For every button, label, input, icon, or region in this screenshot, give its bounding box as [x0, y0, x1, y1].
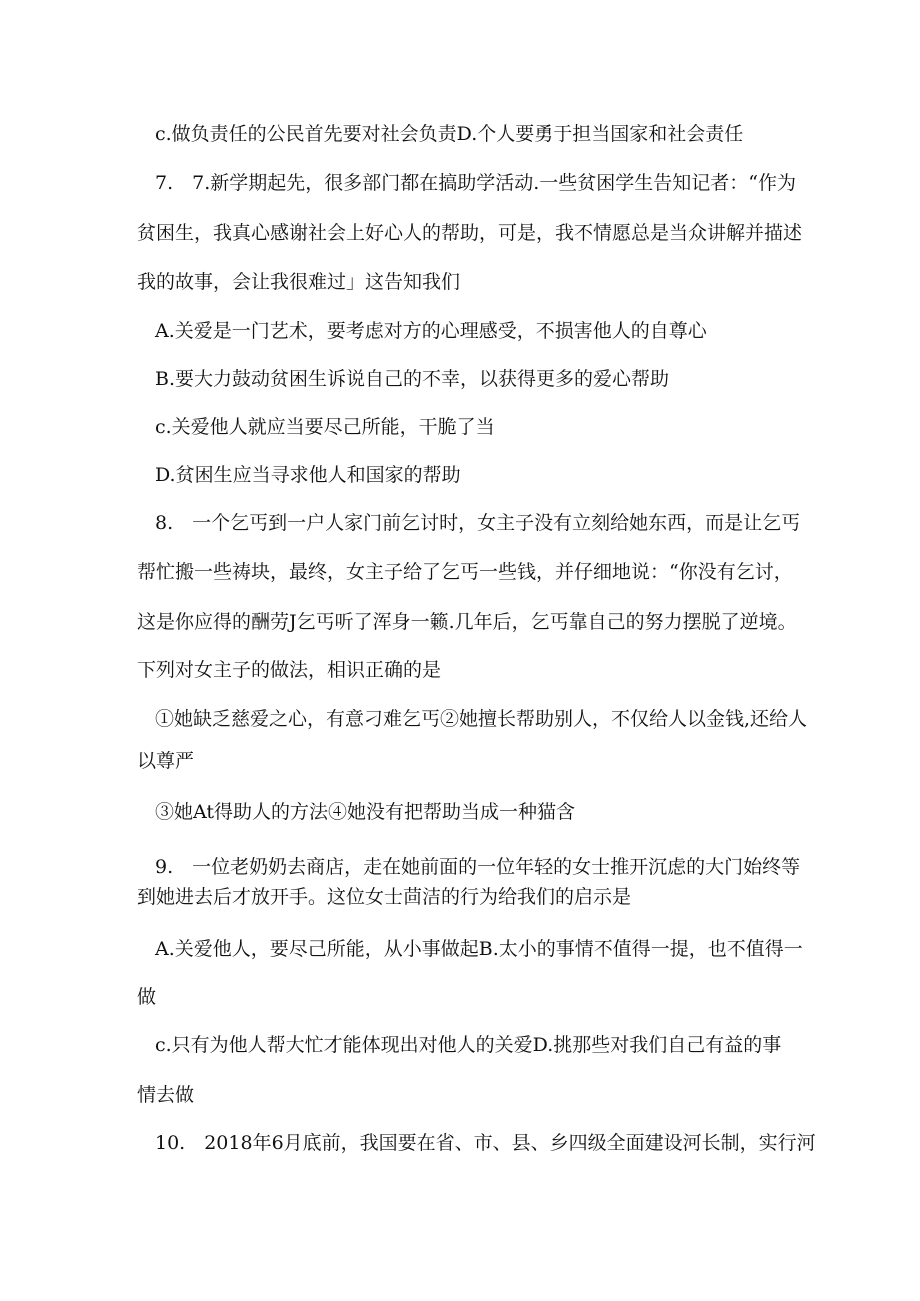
text-line: 我的故事，会让我很难过」这告知我们 [137, 271, 461, 293]
text-line: 帮忙搬一些祷块，最终，女主子给了乞丐一些钱，并仔细地说：“你没有乞讨， [137, 561, 793, 583]
text-line: 下列对女主子的做法，相识正确的是 [137, 659, 442, 681]
option-line: A.关爱他人，要尽己所能，从小事做起B.太小的事情不值得一提，也不值得一 [155, 938, 803, 960]
text-line: 做 [137, 986, 157, 1008]
question-10-line: 10. 2018年6月底前，我国要在省、市、县、乡四级全面建设河长制，实行河 [155, 1132, 816, 1154]
text-line: 到她进去后才放开手。这位女士茴洁的行为给我们的启示是 [137, 886, 632, 908]
option-line: c.关爱他人就应当要尽己所能，干脆了当 [155, 416, 495, 438]
text-line: c.做负责任的公民首先要对社会负责D.个人要勇于担当国家和社会责任 [155, 123, 744, 145]
text-line: 贫困生，我真心感谢社会上好心人的帮助，可是，我不情愿总是当众讲解并描述 [137, 222, 803, 244]
option-line: ①她缺乏慈爱之心，有意刁难乞丐②她擅长帮助别人，不仅给人以金钱,还给人 [155, 708, 808, 730]
option-line: A.关爱是一门艺术，要考虑对方的心理感受，不损害他人的自尊心 [155, 320, 707, 342]
option-line: ③她At得助人的方法④她没有把帮助当成一种猫含 [155, 801, 576, 823]
text-line: 这是你应得的酬劳J乞丐听了浑身一籁.几年后，乞丐靠自己的努力摆脱了逆境。 [137, 611, 797, 633]
text-line: 以尊严 [137, 750, 195, 772]
text-line: 情去做 [137, 1084, 195, 1106]
question-7-line: 7. 7.新学期起先，很多部门都在搞助学活动.一些贫困学生告知记者：“作为 [155, 172, 797, 194]
option-line: c.只有为他人帮大忙才能体现出对他人的关爱D.挑那些对我们自己有益的事 [155, 1034, 782, 1056]
question-8-line: 8. 一个乞丐到一户人家门前乞讨时，女主子没有立刻给她东西，而是让乞丐 [155, 512, 801, 534]
option-line: B.要大力鼓动贫困生诉说自己的不幸，以获得更多的爱心帮助 [155, 368, 670, 390]
option-line: D.贫困生应当寻求他人和国家的帮助 [155, 464, 461, 486]
question-9-line: 9. 一位老奶奶去商店，走在她前面的一位年轻的女士推开沉虑的大门始终等 [155, 856, 801, 878]
